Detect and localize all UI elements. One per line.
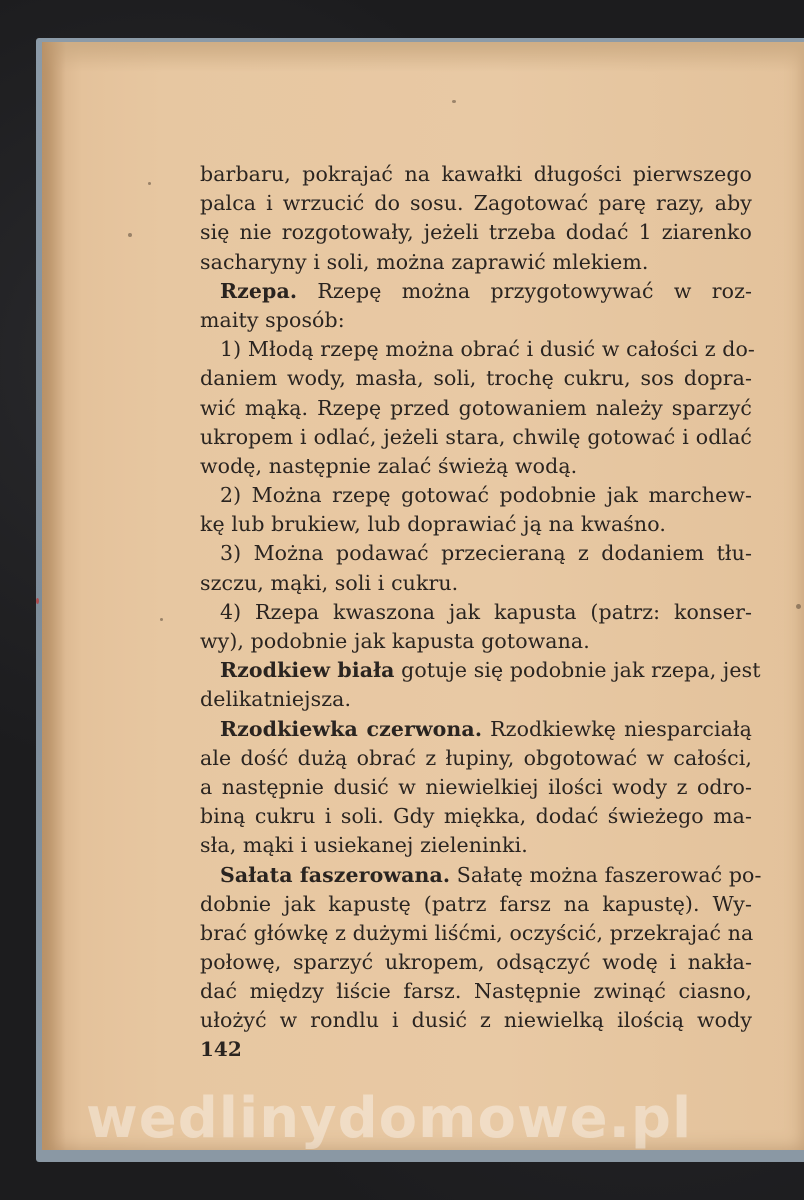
text-line: sła, mąki i usiekanej zieleninki. xyxy=(200,833,528,858)
paper-speck xyxy=(160,618,163,621)
text-run: Rzepę można przygotowywać w roz- xyxy=(317,278,752,303)
text-line: ułożyć w rondlu i dusić z niewielką ilością wody xyxy=(200,1008,752,1033)
text-run: gotuje się podobnie jak rzepa, jest xyxy=(394,658,761,683)
paper-speck xyxy=(128,233,132,237)
text-line: ale dość dużą obrać z łupiny, obgotować w całości, xyxy=(200,745,752,770)
text-line: biną cukru i soli. Gdy miękka, dodać świeżego ma- xyxy=(200,804,752,829)
text-line: barbaru, pokrajać na kawałki długości pierwszego xyxy=(200,162,752,186)
page-gutter-shadow xyxy=(42,42,66,1150)
section-heading-rzodkiewka: Rzodkiewka czerwona. xyxy=(220,716,483,741)
text-line: szczu, mąki, soli i cukru. xyxy=(200,570,459,595)
list-item-line: 2) Można rzepę gotować podobnie jak marchew- xyxy=(220,483,752,508)
text-line xyxy=(200,656,761,685)
text-line: dać między liście farsz. Następnie zwinąć ciasno, xyxy=(200,979,752,1004)
text-line: wić mąką. Rzepę przed gotowaniem należy sparzyć xyxy=(200,395,752,420)
text-line xyxy=(200,715,752,744)
list-item-line: 1) Młodą rzepę można obrać i dusić w całości z do- xyxy=(220,337,755,362)
section-heading-salata: Sałata faszerowana. xyxy=(220,862,451,887)
text-line: się nie rozgotowały, jeżeli trzeba dodać 1 ziarenko xyxy=(200,220,752,245)
paper-speck xyxy=(148,182,151,185)
section-heading-rzodkiew: Rzodkiew biała xyxy=(220,658,395,683)
page-top-shadow xyxy=(42,42,804,72)
text-line: palca i wrzucić do sosu. Zagotować parę razy, aby xyxy=(200,191,752,216)
page-body-text xyxy=(200,160,762,1036)
text-line: a następnie dusić w niewielkiej ilości wody z odro- xyxy=(200,774,752,799)
list-item-line: 3) Można podawać przecieraną z dodaniem tłu- xyxy=(220,541,752,566)
text-line: połowę, sparzyć ukropem, odsączyć wodę i nakła- xyxy=(200,950,752,975)
text-line xyxy=(200,277,752,306)
text-line xyxy=(200,861,762,890)
section-heading-rzepa: Rzepa. xyxy=(220,278,298,303)
page-number: 142 xyxy=(200,1037,242,1061)
text-line: dobnie jak kapustę (patrz farsz na kapustę). Wy- xyxy=(200,891,752,916)
paper-speck xyxy=(796,604,801,609)
paper-speck xyxy=(452,100,456,103)
text-line: kę lub brukiew, lub doprawiać ją na kwaśno. xyxy=(200,512,666,537)
watermark: wedlinydomowe.pl xyxy=(86,1086,693,1151)
paper-speck xyxy=(36,598,39,604)
text-line: wodę, następnie zalać świeżą wodą. xyxy=(200,453,578,478)
text-line: delikatniejsza. xyxy=(200,687,352,712)
text-line: maity sposób: xyxy=(200,307,345,332)
text-run: Rzodkiewkę niesparciałą xyxy=(482,716,752,741)
text-line: wy), podobnie jak kapusta gotowana. xyxy=(200,629,590,653)
text-line: sacharyny i soli, można zaprawić mlekiem. xyxy=(200,249,649,274)
list-item-line: 4) Rzepa kwaszona jak kapusta (patrz: konser- xyxy=(220,599,752,624)
text-line: brać główkę z dużymi liśćmi, oczyścić, przekrajać na xyxy=(200,920,754,945)
text-line: daniem wody, masła, soli, trochę cukru, sos dopra- xyxy=(200,366,752,391)
text-line: ukropem i odlać, jeżeli stara, chwilę gotować i odlać xyxy=(200,424,752,449)
text-run: Sałatę można faszerować po- xyxy=(450,862,762,887)
